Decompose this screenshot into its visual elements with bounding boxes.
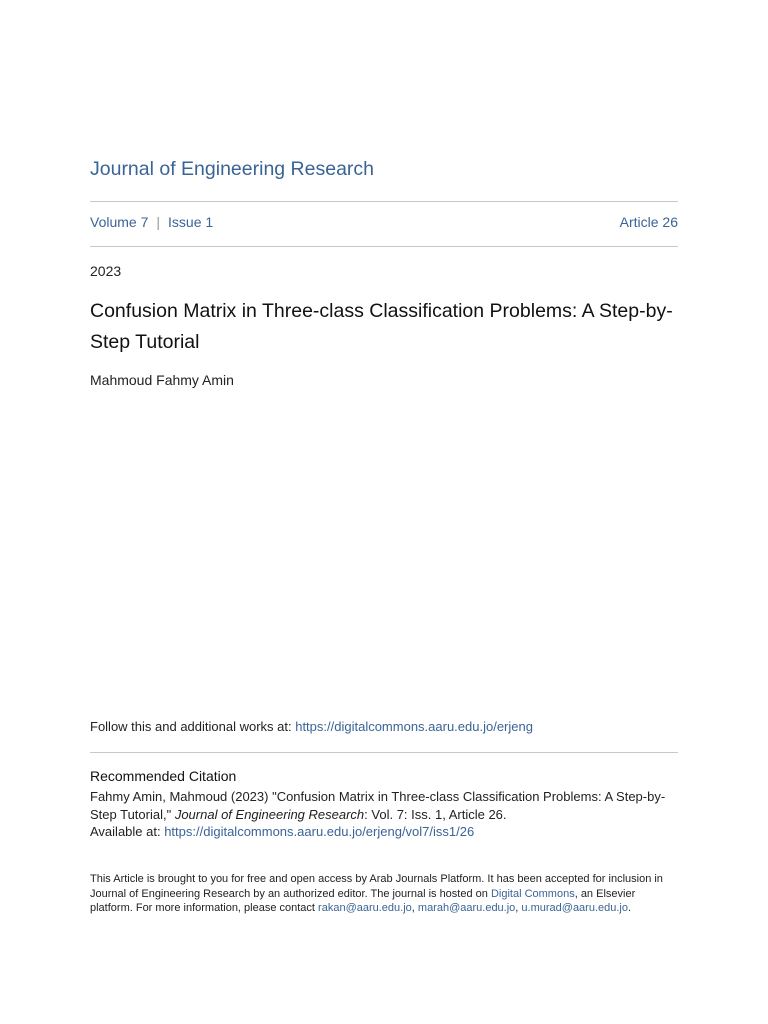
email-link-rakan[interactable]: rakan@aaru.edu.jo <box>318 902 412 914</box>
citation-text-before: Fahmy Amin, Mahmoud (2023) "Confusion Matrix in Three-class Classification Problems: A Step-by-Step Tutorial," <box>90 789 666 822</box>
top-divider <box>90 201 678 202</box>
citation-text-after: : Vol. 7: Iss. 1, Article 26. <box>364 806 507 822</box>
citation-journal-name: Journal of Engineering Research <box>174 806 365 822</box>
volume-link[interactable]: Volume 7 <box>90 214 149 230</box>
access-notice <box>90 872 680 916</box>
notice-period: . <box>627 902 632 914</box>
notice-comma-1: , <box>411 902 418 914</box>
citation-divider <box>90 752 678 753</box>
publication-year: 2023 <box>90 263 122 279</box>
recommended-citation-heading: Recommended Citation <box>90 768 237 784</box>
issue-separator: | <box>156 214 161 230</box>
follow-prefix: Follow this and additional works at: <box>90 719 296 734</box>
available-at-label: Available at: <box>90 824 165 839</box>
email-link-umurad[interactable]: u.murad@aaru.edu.jo <box>521 902 628 914</box>
email-link-marah[interactable]: marah@aaru.edu.jo <box>417 902 516 914</box>
journal-title-link[interactable]: Journal of Engineering Research <box>90 158 375 180</box>
notice-text-1: This Article is brought to you for free and open access by Arab Journals Platform. It has been accepted for inclusion in Journal of Engineering Research by an authorized editor. The journal is hosted on <box>90 873 663 900</box>
notice-comma-2: , <box>515 902 522 914</box>
digital-commons-link[interactable]: Digital Commons <box>490 887 575 900</box>
article-number-link[interactable]: Article 26 <box>619 214 678 230</box>
author-name: Mahmoud Fahmy Amin <box>90 372 234 388</box>
notice-text-2: , an Elsevier platform. For more information, please contact <box>90 887 636 914</box>
article-title: Confusion Matrix in Three-class Classification Problems: A Step-by-Step Tutorial <box>90 300 673 353</box>
issue-info-row <box>90 214 678 230</box>
citation-url-link[interactable]: https://digitalcommons.aaru.edu.jo/erjeng/vol7/iss1/26 <box>164 824 475 839</box>
citation-text <box>90 788 682 841</box>
follow-url-link[interactable]: https://digitalcommons.aaru.edu.jo/erjeng <box>295 719 533 734</box>
follow-line <box>90 719 533 734</box>
issue-divider <box>90 246 678 247</box>
issue-link[interactable]: Issue 1 <box>168 214 214 230</box>
